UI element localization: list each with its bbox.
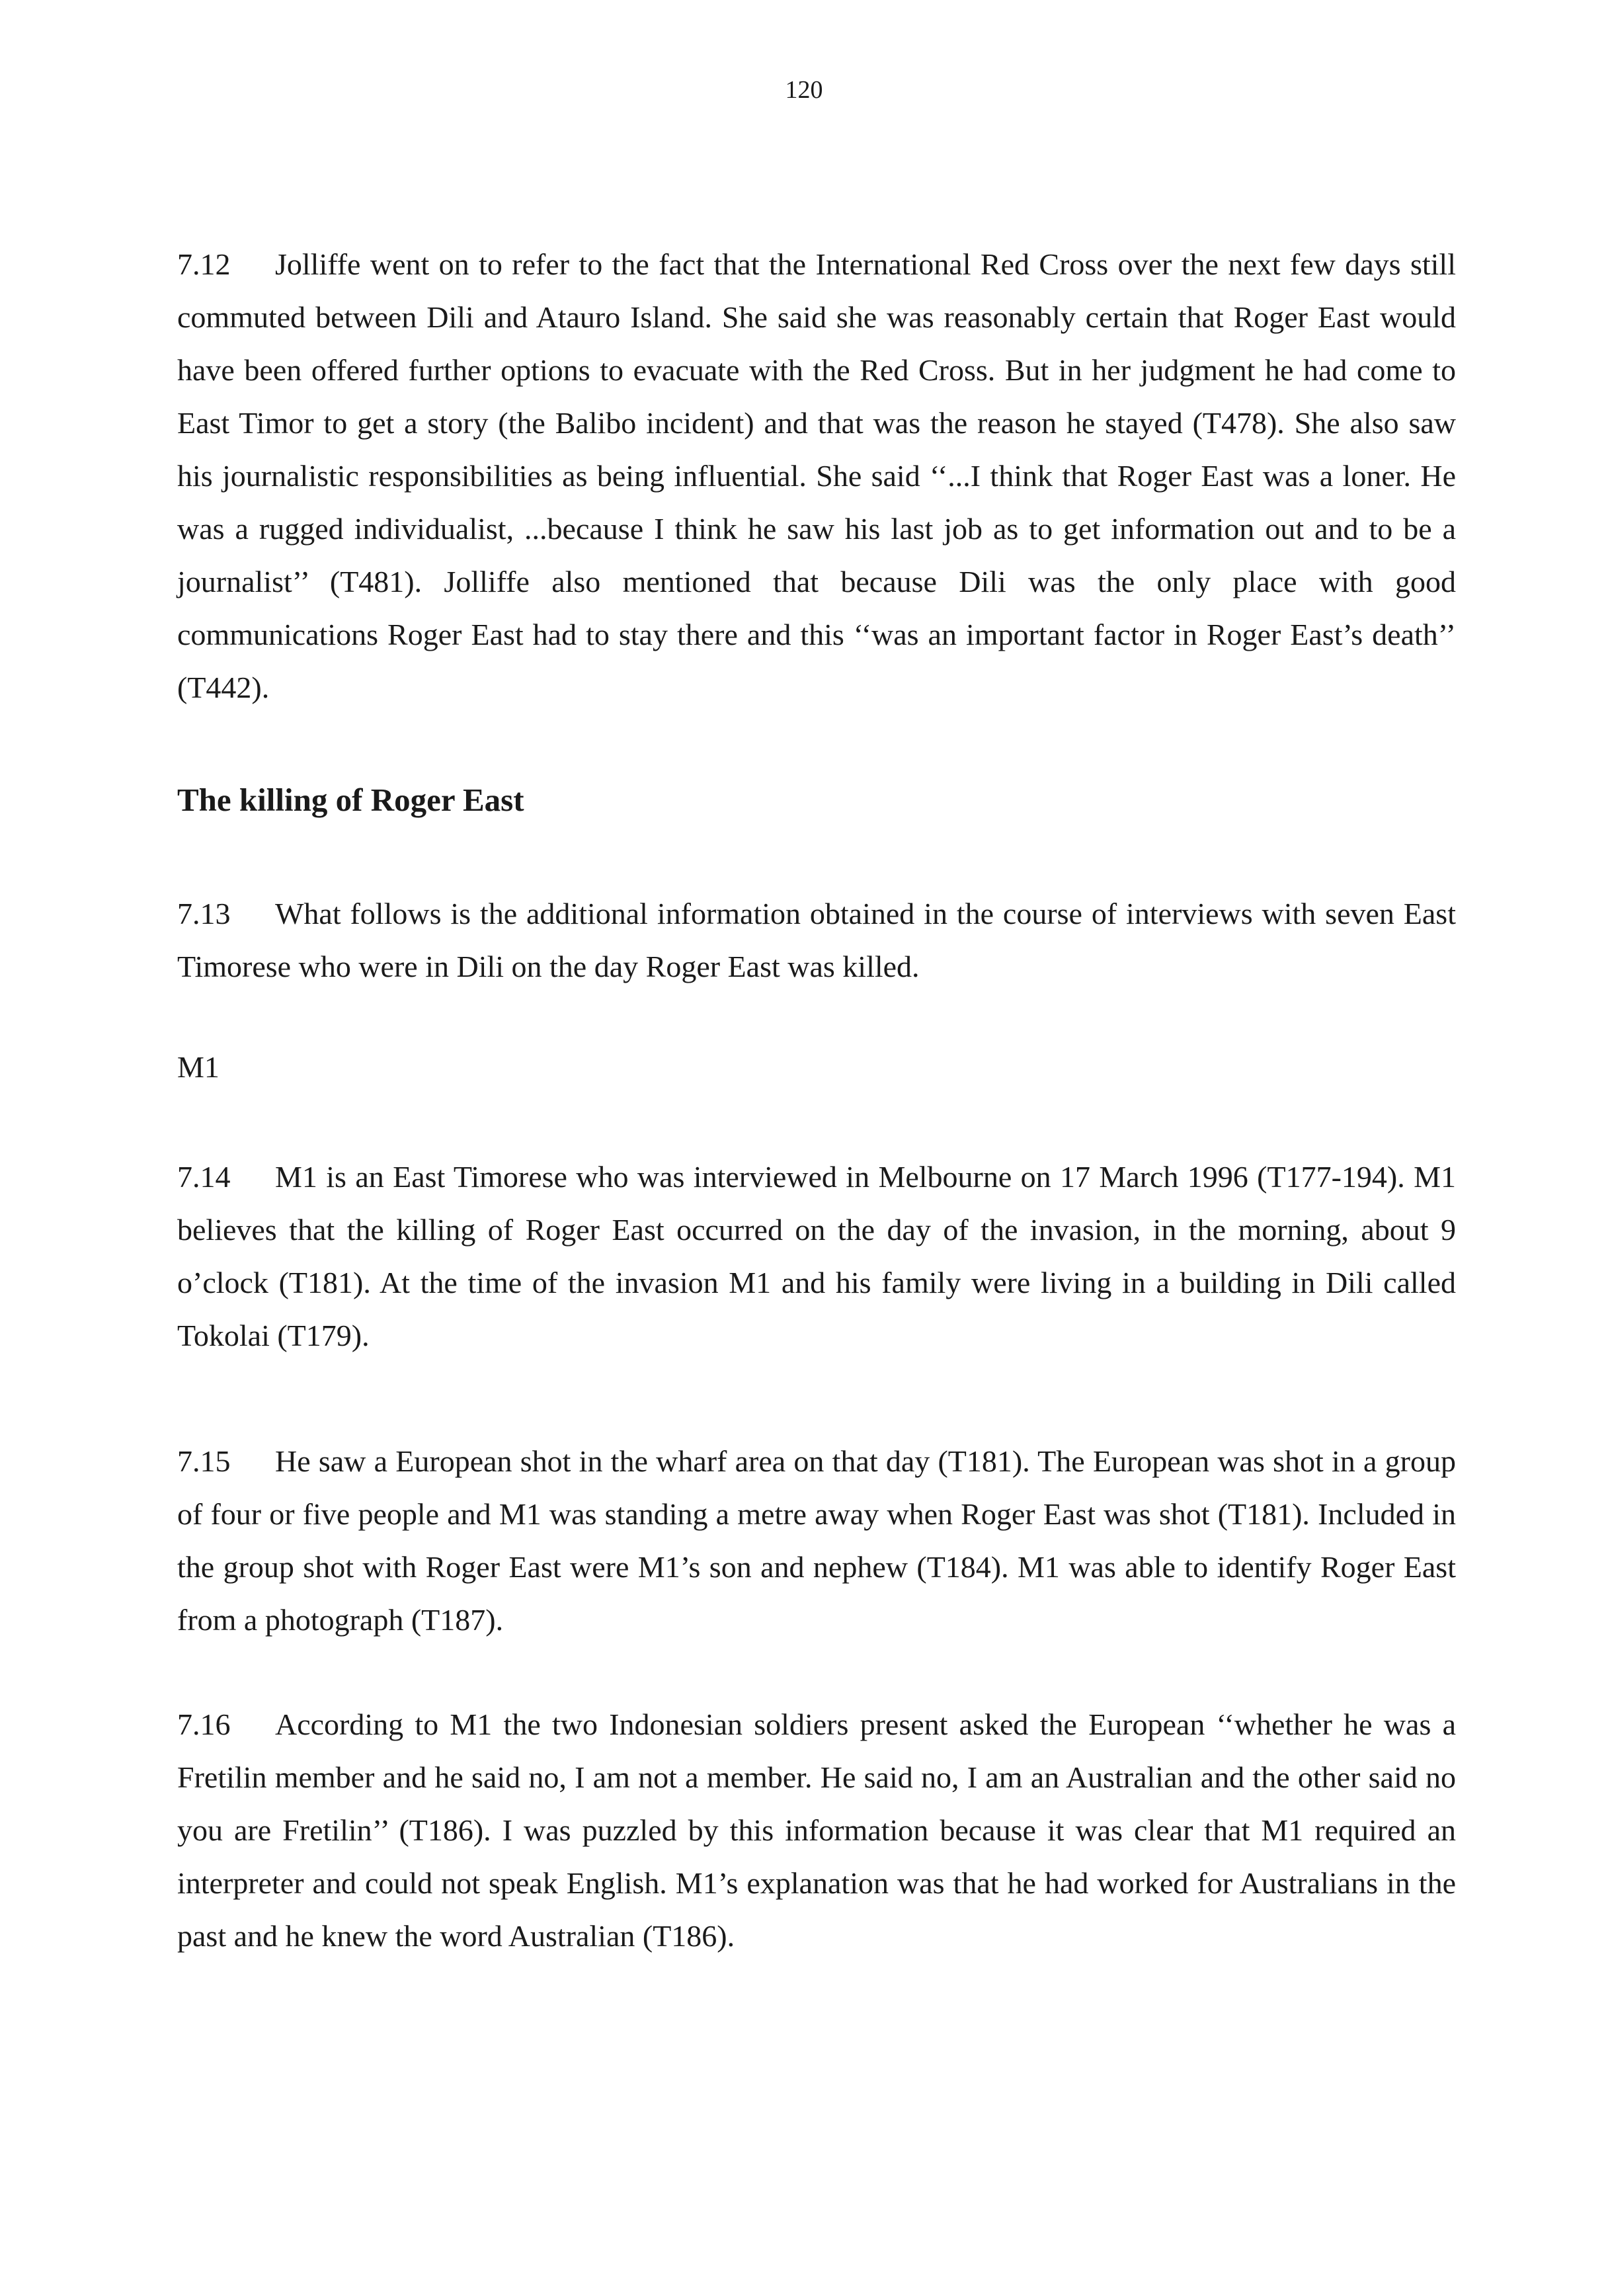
page-number: 120 [785, 76, 823, 104]
paragraph-7-14 [177, 1151, 1456, 1362]
paragraph-number: 7.16 [177, 1707, 231, 1741]
section-heading: The killing of Roger East [177, 782, 524, 818]
paragraph-text: He saw a European shot in the wharf area on that day (T181). The European was shot in a group of four or five people and M1 was standing a metre away when Roger East was shot (T181). Included in the group shot with Roger East were M1’s son and nephew (T184). M1 was able to identify Roger East from a photograph (T187). [177, 1444, 1456, 1637]
paragraph-text: M1 is an East Timorese who was interviewed in Melbourne on 17 March 1996 (T177-194). M1 believes that the killing of Roger East occurred on the day of the invasion, in the morning, about 9 o’clock (T181). At the time of the invasion M1 and his family were living in a building in Dili called Tokolai (T179). [177, 1160, 1456, 1352]
witness-subheading: M1 [177, 1050, 220, 1084]
paragraph-7-15 [177, 1435, 1456, 1647]
paragraph-number: 7.12 [177, 247, 231, 281]
paragraph-number: 7.13 [177, 897, 231, 930]
paragraph-text: According to M1 the two Indonesian soldiers present asked the European ‘‘whether he was a Fretilin member and he said no, I am not a member. He said no, I am an Australian and the other said no you are Fretilin’’ (T186). I was puzzled by this information because it was clear that M1 required an interpreter and could not speak English. M1’s explanation was that he had worked for Australians in the past and he knew the word Australian (T186). [177, 1707, 1456, 1953]
paragraph-7-13 [177, 887, 1456, 993]
paragraph-7-12 [177, 238, 1456, 714]
paragraph-7-16 [177, 1698, 1456, 1963]
paragraph-text: Jolliffe went on to refer to the fact that the International Red Cross over the next few days still commuted between Dili and Atauro Island. She said she was reasonably certain that Roger East would have been offered further options to evacuate with the Red Cross. But in her judgment he had come to East Timor to get a story (the Balibo incident) and that was the reason he stayed (T478). She also saw his journalistic responsibilities as being influential. She said ‘‘...I think that Roger East was a loner. He was a rugged individualist, ...because I think he saw his last job as to get information out and to be a journalist’’ (T481). Jolliffe also mentioned that because Dili was the only place with good communications Roger East had to stay there and this ‘‘was an important factor in Roger East’s death’’ (T442). [177, 247, 1456, 704]
paragraph-number: 7.15 [177, 1444, 231, 1478]
paragraph-number: 7.14 [177, 1160, 231, 1194]
paragraph-text: What follows is the additional information obtained in the course of interviews with seven East Timorese who were in Dili on the day Roger East was killed. [177, 897, 1456, 983]
